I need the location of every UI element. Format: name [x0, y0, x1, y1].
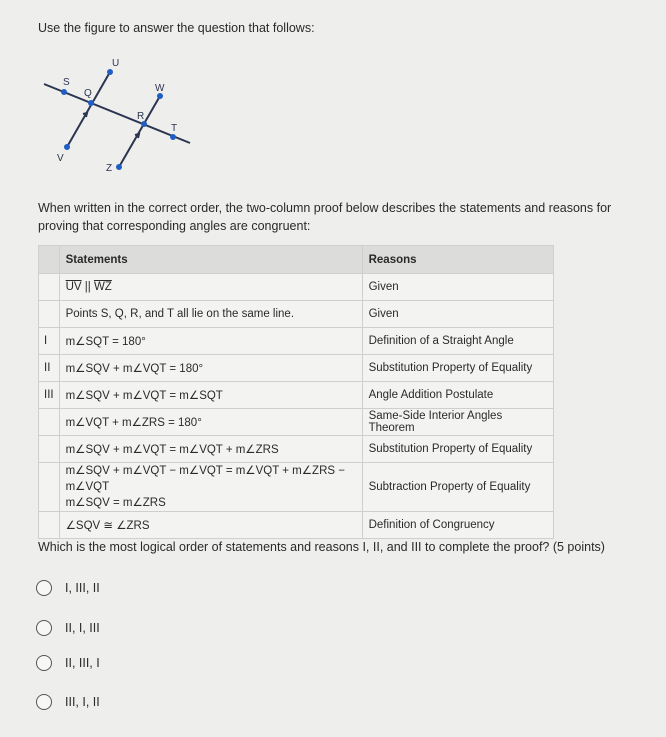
reason: Same-Side Interior Angles Theorem: [362, 409, 553, 436]
table-row: I m∠SQT = 180° Definition of a Straight Angle: [39, 328, 554, 355]
statement: m∠SQV + m∠VQT − m∠VQT = m∠VQT + m∠ZRS − m∠VQT m∠SQV = m∠ZRS: [59, 463, 362, 512]
reason: Definition of Congruency: [362, 512, 553, 539]
statement: m∠SQV + m∠VQT = m∠VQT + m∠ZRS: [59, 436, 362, 463]
label-z: Z: [106, 163, 113, 174]
statements-header: Statements: [59, 246, 362, 274]
point-u: [107, 69, 113, 75]
statement: ∠SQV ≅ ∠ZRS: [59, 512, 362, 539]
statement: Points S, Q, R, and T all lie on the same line.: [59, 301, 362, 328]
reason: Given: [362, 301, 553, 328]
statement: m∠SQT = 180°: [59, 328, 362, 355]
instruction: Use the figure to answer the question that follows:: [38, 21, 315, 35]
reason: Subtraction Property of Equality: [362, 463, 553, 512]
reasons-header: Reasons: [362, 246, 553, 274]
reason: Substitution Property of Equality: [362, 436, 553, 463]
table-header: [39, 246, 554, 274]
label-t: T: [171, 123, 178, 134]
intro-text: When written in the correct order, the two-column proof below describes the statements and reasons for proving that corresponding angles are congruent:: [38, 201, 612, 233]
statement: m∠SQV + m∠VQT = 180°: [59, 355, 362, 382]
radio-button[interactable]: [36, 694, 52, 710]
statement: m∠VQT + m∠ZRS = 180°: [59, 409, 362, 436]
point-s: [61, 89, 67, 95]
label-r: R: [137, 111, 145, 122]
statement: $\overline{UV}$ || $\overline{WZ}$: [59, 274, 362, 301]
table-row: [39, 512, 554, 539]
option-2[interactable]: II, I, III: [36, 620, 100, 636]
option-1[interactable]: I, III, II: [36, 580, 100, 596]
table-row: [39, 409, 554, 436]
option-3[interactable]: II, III, I: [36, 655, 100, 671]
table-row: [39, 274, 554, 301]
point-z: [116, 164, 122, 170]
radio-button[interactable]: [36, 580, 52, 596]
table-row: II m∠SQV + m∠VQT = 180° Substitution Property of Equality: [39, 355, 554, 382]
table-row: III m∠SQV + m∠VQT = m∠SQT Angle Addition Postulate: [39, 382, 554, 409]
line-wz: [119, 96, 160, 167]
geometry-figure: [0, 0, 220, 190]
point-t: [170, 134, 176, 140]
reason: Definition of a Straight Angle: [362, 328, 553, 355]
reason: Given: [362, 274, 553, 301]
radio-button[interactable]: [36, 620, 52, 636]
reason: Substitution Property of Equality: [362, 355, 553, 382]
proof-table: [38, 245, 554, 539]
label-v: V: [57, 153, 64, 164]
reason: Angle Addition Postulate: [362, 382, 553, 409]
table-row: [39, 463, 554, 512]
table-row: [39, 301, 554, 328]
option-4[interactable]: III, I, II: [36, 694, 100, 710]
statement: m∠SQV + m∠VQT = m∠SQT: [59, 382, 362, 409]
line-uv: [67, 72, 110, 147]
label-s: S: [63, 77, 70, 88]
table-row: [39, 436, 554, 463]
label-u: U: [112, 58, 120, 69]
point-q: [88, 100, 94, 106]
label-w: W: [155, 83, 165, 94]
question-text: Which is the most logical order of statements and reasons I, II, and III to complete the proof? (5 points): [38, 540, 605, 554]
point-v: [64, 144, 70, 150]
radio-button[interactable]: [36, 655, 52, 671]
label-q: Q: [84, 88, 92, 99]
